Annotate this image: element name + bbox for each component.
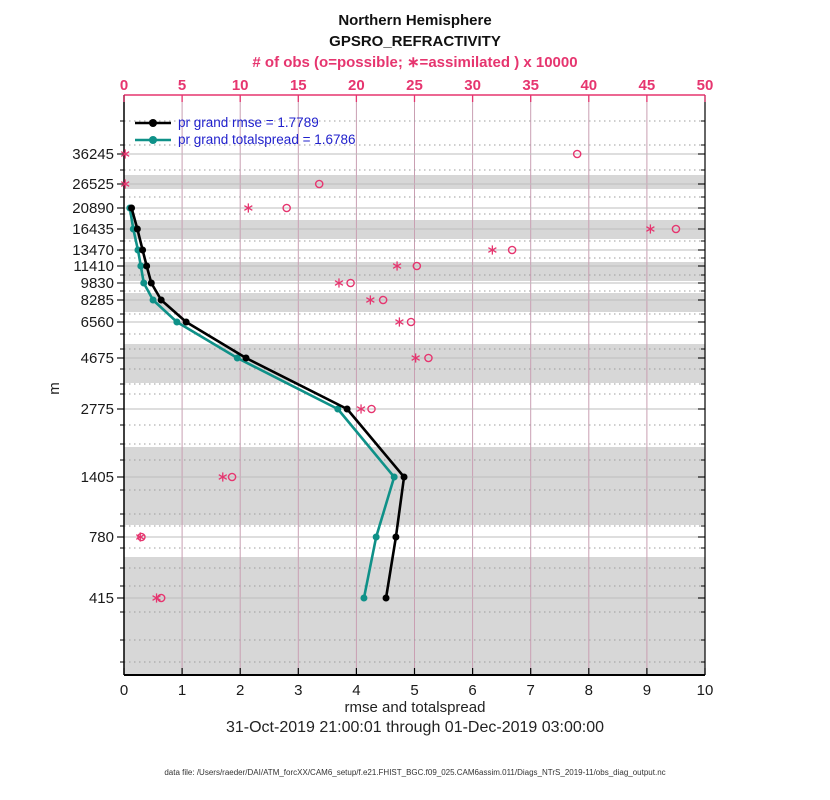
x-tick-label: 10 [696, 682, 714, 699]
rmse-point [139, 247, 146, 254]
top-tick-label: 25 [406, 77, 423, 94]
y-axis-label: m [45, 382, 63, 395]
chart-subtitle: GPSRO_REFRACTIVITY [329, 33, 501, 50]
y-tick-label: 26525 [72, 176, 114, 193]
rmse-point [143, 263, 150, 270]
top-tick-label: 45 [638, 77, 656, 94]
y-tick-label: 9830 [80, 275, 114, 292]
y-tick-label: 13470 [72, 242, 114, 259]
x-axis-label: rmse and totalspread [344, 699, 486, 716]
rmse-point [243, 355, 250, 362]
legend-label-totalspread: pr grand totalspread = 1.6786 [178, 132, 356, 147]
x-tick-label: 3 [294, 682, 303, 699]
top-tick-label: 15 [289, 77, 307, 94]
y-tick-label: 780 [88, 529, 114, 546]
footer-datafile: data file: /Users/raeder/DAI/ATM_forcXX/CAM6_setup/f.e21.FHIST_BGC.f09_025.CAM6assim.011/Diags_NTrS_2019-11/obs_diag_output.nc [164, 768, 666, 777]
x-tick-label: 5 [410, 682, 419, 699]
y-tick-label: 1405 [80, 469, 114, 486]
x-tick-label: 0 [119, 682, 129, 699]
y-tick-label: 2775 [80, 401, 114, 418]
rmse-point [128, 205, 135, 212]
legend-swatch-totalspread [134, 134, 172, 146]
totalspread-point [150, 297, 157, 304]
x-tick-label: 2 [236, 682, 245, 699]
top-axis-label: # of obs (o=possible; ∗=assimilated ) x 10000 [252, 54, 578, 71]
legend [134, 114, 356, 148]
legend-item-totalspread [134, 131, 356, 148]
top-tick-label: 20 [348, 77, 365, 94]
totalspread-point [173, 319, 180, 326]
top-tick-label: 5 [177, 77, 187, 94]
x-tick-label: 4 [352, 682, 361, 699]
totalspread-point [391, 474, 398, 481]
rmse-point [401, 474, 408, 481]
x-tick-label: 1 [177, 682, 187, 699]
y-tick-label: 6560 [80, 314, 114, 331]
legend-dot-rmse [149, 119, 157, 127]
x-tick-label: 9 [642, 682, 652, 699]
y-tick-label: 415 [88, 590, 114, 607]
totalspread-point [360, 595, 367, 602]
top-tick-label: 10 [231, 77, 249, 94]
y-tick-label: 16435 [72, 221, 114, 238]
rmse-point [392, 534, 399, 541]
y-tick-label: 8285 [80, 292, 114, 309]
top-tick-label: 30 [464, 77, 481, 94]
legend-label-rmse: pr grand rmse = 1.7789 [178, 115, 319, 130]
y-tick-label: 4675 [80, 350, 114, 367]
x-tick-label: 7 [526, 682, 535, 699]
legend-swatch-rmse [134, 117, 172, 129]
top-tick-label: 35 [522, 77, 540, 94]
rmse-point [383, 595, 390, 602]
top-tick-label: 40 [580, 77, 598, 94]
x-tick-label: 8 [584, 682, 593, 699]
top-tick-label: 0 [119, 77, 129, 94]
totalspread-point [373, 534, 380, 541]
chart-title: Northern Hemisphere [338, 12, 492, 29]
totalspread-point [140, 280, 147, 287]
y-tick-label: 20890 [72, 200, 114, 217]
rmse-point [344, 406, 351, 413]
rmse-point [134, 226, 141, 233]
y-tick-label: 36245 [72, 146, 114, 163]
date-caption: 31-Oct-2019 21:00:01 through 01-Dec-2019 03:00:00 [225, 719, 605, 736]
rmse-point [158, 297, 165, 304]
rmse-point [148, 280, 155, 287]
top-tick-label: 50 [696, 77, 714, 94]
legend-item-rmse [134, 114, 356, 131]
x-tick-label: 6 [468, 682, 477, 699]
y-tick-label: 11410 [73, 258, 114, 275]
rmse-point [183, 319, 190, 326]
legend-dot-totalspread [149, 136, 157, 144]
